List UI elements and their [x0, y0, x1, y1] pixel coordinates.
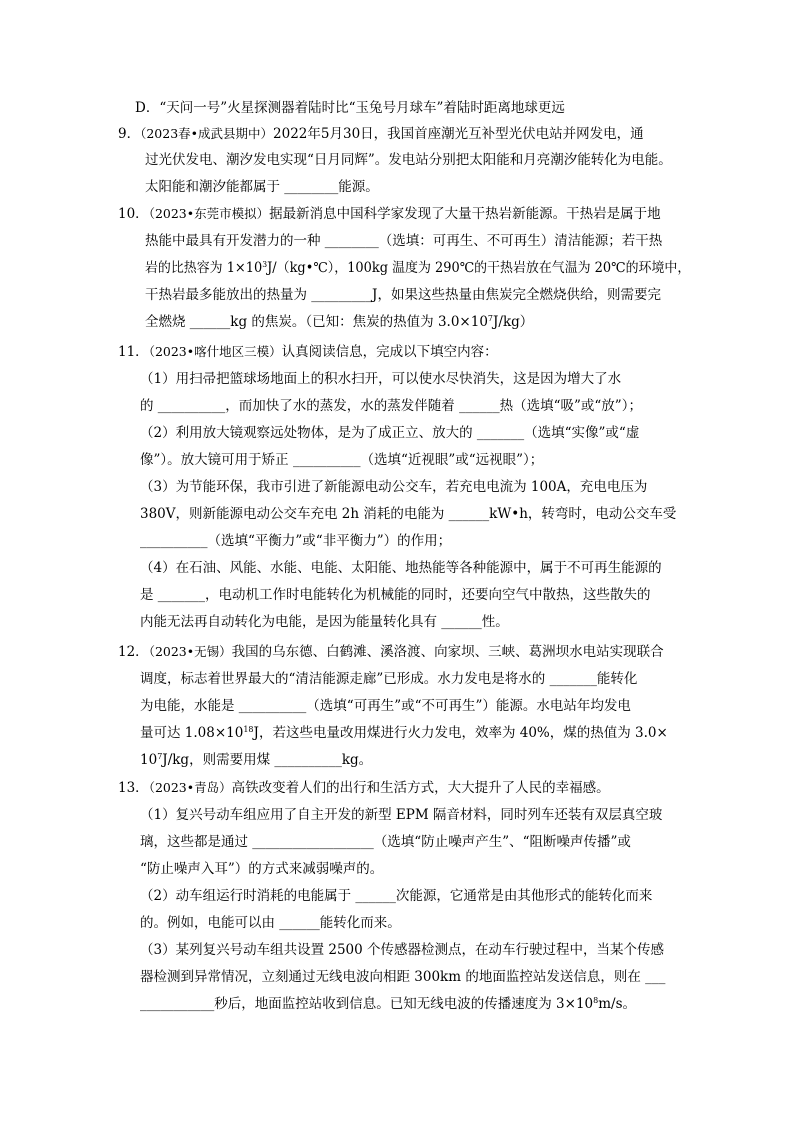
text-span: ___________秒后，地面监控站收到信息。已知无线电波的传播速度为 3×10 [140, 996, 594, 1012]
superscript: 8 [593, 996, 599, 1005]
question-source: （2023•无锡） [148, 644, 232, 659]
question-text-line: 璃，这些都是通过 __________________（选填“防止噪声产生”、“阻断噪声传播”或 [140, 834, 631, 850]
question-source: （2023•青岛） [148, 780, 232, 795]
question-number: 11． [118, 344, 149, 360]
question-source: （2023春•成武县期中） [140, 126, 274, 141]
sub-question-2: （2）动车组运行时消耗的电能属于 ______次能源，它通常是由其他形式的能转化而来 [140, 888, 653, 904]
q8-option-d: D．“天问一号”火星探测器着陆时比“玉兔号月球车”着陆时距离地球更远 [135, 100, 565, 116]
question-11 [118, 342, 498, 362]
question-number: 9． [118, 126, 141, 142]
question-text-line: 太阳能和潮汐能都属于 ________能源。 [145, 179, 379, 195]
text-span: J/（kg•℃），100kg 温度为 290℃的干热岩放在气温为 20℃的环境中， [267, 260, 691, 276]
text-span: J，若这些电量改用煤进行火力发电，效率为 40%，煤的热值为 3.0× [253, 725, 668, 741]
sub-question-4: （4）在石油、风能、水能、电能、太阳能、地热能等各种能源中，属于不可再生能源的 [140, 560, 662, 576]
question-number: 10． [118, 206, 149, 222]
question-text-line: __________（选填“平衡力”或“非平衡力”）的作用； [140, 533, 452, 549]
superscript: 3 [262, 260, 268, 269]
question-text-line: 干热岩最多能放出的热量为 _________J，如果这些热量由焦炭完全燃烧供给，则需要完 [145, 287, 661, 303]
question-10 [118, 204, 661, 224]
question-12 [118, 642, 664, 662]
question-source: （2023•东莞市模拟） [148, 206, 270, 221]
question-text: 我国的乌东德、白鹤滩、溪洛渡、向家坝、三峡、葛洲坝水电站实现联合 [231, 644, 664, 660]
question-text: 2022年5月30日，我国首座潮光互补型光伏电站并网发电，通 [273, 126, 644, 142]
text-span: m/s。 [598, 996, 636, 1012]
superscript: 7 [157, 752, 163, 761]
text-span: 10 [140, 752, 158, 768]
text-span: J/kg） [493, 314, 534, 330]
question-text-line: 的。例如，电能可以由 ______能转化而来。 [140, 915, 401, 931]
text-span: 量可达 1.08×10 [140, 725, 244, 741]
question-text-line [140, 723, 668, 743]
question-text-line: 内能无法再自动转化为电能，是因为能量转化具有 ______性。 [140, 614, 509, 630]
question-text-line: 器检测到异常情况，立刻通过无线电波向相距 300km 的地面监控站发送信息，则在 ___ [140, 969, 666, 985]
question-text-line: 调度，标志着世界最大的“清洁能源走廊”已形成。水力发电是将水的 _______能转化 [140, 671, 638, 687]
sub-question-1: （1）复兴号动车组应用了自主开发的新型 EPM 隔音材料，同时列车还装有双层真空玻 [140, 807, 663, 823]
question-text-line: 是 _______，电动机工作时电能转化为机械能的同时，还要向空气中散热，这些散失的 [140, 587, 651, 603]
question-text-line: 的 __________，而加快了水的蒸发，水的蒸发伴随着 ______热（选填“吸”或“放”）； [140, 398, 642, 414]
question-text-line: 像”）。放大镜可用于矫正 __________（选填“近视眼”或“远视眼”）； [140, 452, 544, 468]
question-text: 认真阅读信息，完成以下填空内容： [281, 344, 498, 360]
question-text: 高铁改变着人们的出行和生活方式，大大提升了人民的幸福感。 [231, 780, 610, 796]
sub-question-2: （2）利用放大镜观察远处物体，是为了成正立、放大的 _______（选填“实像”或“虚 [140, 425, 640, 441]
question-text-line: “防止噪声入耳”）的方式来减弱噪声的。 [140, 861, 384, 877]
question-text-line: 380V，则新能源电动公交车充电 2h 消耗的电能为 ______kW•h，转弯时，电动公交车受 [140, 506, 677, 522]
question-text-line: 过光伏发电、潮汐发电实现“日月同辉”。发电站分别把太阳能和月亮潮汐能转化为电能。 [145, 152, 672, 168]
question-13 [118, 778, 610, 798]
text-span: J/kg，则需要用煤 __________kg。 [162, 752, 373, 768]
superscript: 7 [487, 314, 493, 323]
sub-question-3: （3）为节能环保，我市引进了新能源电动公交车，若充电电流为 100A，充电电压为 [140, 479, 648, 495]
text-span: 全燃烧 ______kg 的焦炭。（已知：焦炭的热值为 3.0×10 [145, 314, 488, 330]
sub-question-3: （3）某列复兴号动车组共设置 2500 个传感器检测点，在动车行驶过程中，当某个传感 [140, 942, 665, 958]
question-source: （2023•喀什地区三模） [148, 344, 282, 359]
question-text-line [145, 312, 533, 332]
question-text: 据最新消息中国科学家发现了大量干热岩新能源。干热岩是属于地 [269, 206, 661, 222]
superscript: 18 [243, 725, 254, 734]
sub-question-1: （1）用扫帚把篮球场地面上的积水扫开，可以使水尽快消失，这是因为增大了水 [140, 371, 622, 387]
question-text-line: 为电能，水能是 __________（选填“可再生”或“不可再生”）能源。水电站年均发电 [140, 698, 631, 714]
question-text-line [145, 258, 690, 278]
question-number: 13． [118, 780, 149, 796]
question-text-line [140, 994, 636, 1014]
question-text-line: 热能中最具有开发潜力的一种 ________（选填：可再生、不可再生）清洁能源；若干热 [145, 233, 663, 249]
question-text-line [140, 750, 372, 770]
text-span: 岩的比热容为 1×10 [145, 260, 263, 276]
question-9 [118, 124, 644, 144]
question-number: 12． [118, 644, 149, 660]
